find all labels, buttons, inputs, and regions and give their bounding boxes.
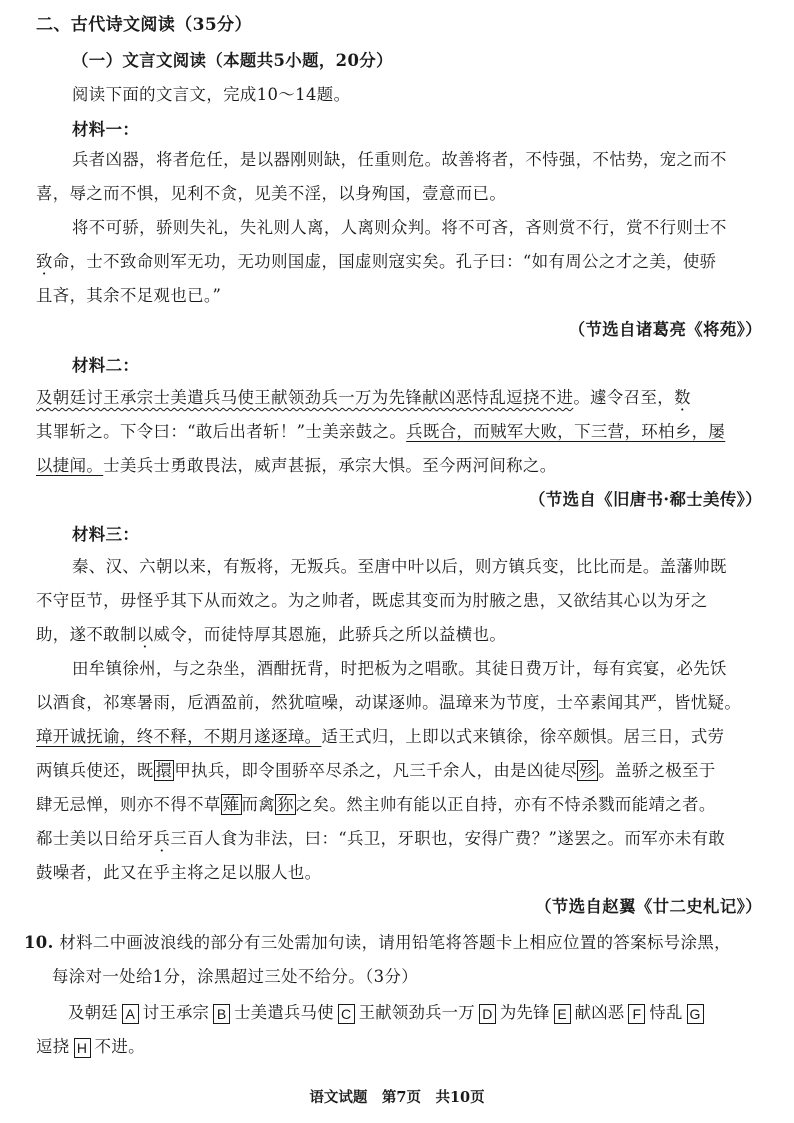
- text-run: 适王式归，上即以式来镇徐，徐卒颇惧。居三日，式劳: [321, 727, 725, 746]
- question-text: 材料二中画波浪线的部分有三处需加句读，请用铅笔将答题卡上相应位置的答案标号涂黑，: [59, 933, 731, 952]
- emphasis-char: 致: [36, 252, 53, 271]
- material-3-line: [36, 828, 725, 850]
- text-run: 两镇兵使还，既: [36, 761, 154, 780]
- boxed-char: 擐: [155, 761, 173, 780]
- underlined-passage: 璋开诚抚谕，终不释，不期月遂逐璋。: [36, 727, 322, 746]
- emphasis-char: 以: [136, 625, 154, 644]
- answer-options-line-1: [68, 1002, 708, 1024]
- emphasis-char: 数: [674, 388, 691, 407]
- material-3-line: 田牟镇徐州，与之杂坐，酒酣抚背，时把板为之唱歌。其徒日费万计，每有宾宴，必先饫: [72, 659, 727, 678]
- boxed-char: 殄: [579, 761, 597, 780]
- material-1-line: 且吝，其余不足观也已。”: [36, 286, 222, 305]
- question-number: 10.: [24, 933, 54, 952]
- material-1-line: 兵者凶器，将者危任，是以器刚则缺，任重则危。故善将者，不恃强，不怙势，宠之而不: [72, 150, 727, 169]
- segment-text: 献凶恶: [574, 1003, 625, 1022]
- answer-marker-f[interactable]: F: [628, 1004, 645, 1024]
- material-3-line: [36, 726, 724, 748]
- source-citation: （节选自赵翼《廿二史札记》）: [535, 897, 762, 916]
- text-run: 威令，而徒恃厚其恩施，此骄兵之所以益横也。: [153, 625, 507, 644]
- segment-text: 士美遣兵马使: [234, 1003, 334, 1022]
- section-heading: 二、古代诗文阅读（35分）: [36, 15, 252, 35]
- page-footer: 语文试题 第7页 共10页: [309, 1089, 485, 1106]
- material-3-label: 材料三：: [72, 525, 140, 544]
- segment-text: 王献领劲兵一万: [358, 1003, 475, 1022]
- material-3-line: 鼓噪者，此又在乎主将之足以服人也。: [36, 863, 322, 882]
- segment-text: 讨王承宗: [142, 1003, 210, 1022]
- text-run: 助，遂不敢制: [36, 625, 137, 644]
- text-run: 命，士不致命则军无功，无功则国虚，国虚则寇实矣。孔子曰：“如有周公之才之美，使骄: [52, 252, 717, 271]
- boxed-char: 狝: [277, 795, 294, 814]
- material-3-line: [36, 794, 716, 816]
- text-run: 而禽: [241, 795, 276, 814]
- material-3-line: 秦、汉、六朝以来，有叛将，无叛兵。至唐中叶以后，则方镇兵变，比比而是。盖藩帅既: [72, 557, 727, 576]
- segment-text: 及朝廷: [68, 1003, 118, 1022]
- answer-marker-e[interactable]: E: [554, 1004, 571, 1024]
- material-3-line: 以酒食，祁寒暑雨，卮酒盈前，然犹喧噪，动谋逐帅。温璋来为节度，士卒素闻其严，皆忧疑。: [36, 693, 742, 712]
- material-2-line: [36, 421, 725, 443]
- instruction: 阅读下面的文言文，完成10～14题。: [72, 85, 351, 104]
- segment-text: 逗挠: [36, 1037, 70, 1056]
- text-run: 。盖骄之极至于: [598, 761, 716, 780]
- text-run: 三百人食为非法，曰：“兵卫，牙职也，安得广费？”遂罢之。而军亦未有敢: [170, 829, 726, 848]
- text-run: 其罪斩之。下令曰：“敢后出者斩！”士美亲鼓之。: [36, 422, 407, 441]
- segment-text: 不进。: [94, 1037, 145, 1056]
- answer-options-line-2: [36, 1036, 145, 1058]
- underlined-passage: 以捷闻。: [36, 456, 104, 475]
- text-run: 甲执兵，即令围骄卒尽杀之，凡三千余人，由是凶徒尽: [174, 761, 578, 780]
- wavy-underlined-passage: 及朝廷讨王承宗士美遣兵马使王献领劲兵一万为先锋献凶恶恃乱逗挠不进: [36, 388, 574, 407]
- text-run: 肆无忌惮，则亦不得不草: [36, 795, 221, 814]
- sub-heading: （一）文言文阅读（本题共5小题，20分）: [72, 51, 393, 70]
- question-10-line: 每涂对一处给1分，涂黑超过三处不给分。（3分）: [52, 967, 419, 986]
- answer-marker-a[interactable]: A: [122, 1004, 139, 1024]
- answer-marker-h[interactable]: H: [74, 1038, 91, 1058]
- question-10-line: [24, 932, 731, 954]
- text-run: 士美兵士勇敢畏法，威声甚振，承宗大惧。至今两河间称之。: [103, 456, 557, 475]
- material-1-line: [36, 251, 716, 273]
- material-1-line: 喜，辱之而不惧，见利不贪，见美不淫，以身殉国，壹意而已。: [36, 184, 507, 203]
- segment-text: 为先锋: [499, 1003, 550, 1022]
- emphasis-char: 兵: [153, 829, 171, 848]
- answer-marker-c[interactable]: C: [338, 1004, 355, 1024]
- material-3-line: 不守臣节，毋怪乎其下从而效之。为之帅者，既虑其变而为肘腋之患，又欲结其心以为牙之: [36, 591, 708, 610]
- source-citation: （节选自《旧唐书·郗士美传》）: [529, 490, 762, 509]
- segment-text: 恃乱: [649, 1003, 683, 1022]
- boxed-char: 薙: [222, 795, 240, 814]
- material-2-line: [36, 455, 557, 477]
- material-2-line: [36, 387, 691, 409]
- material-3-line: [36, 760, 716, 782]
- text-run: 。遽令召至，: [573, 388, 675, 407]
- answer-marker-d[interactable]: D: [479, 1004, 496, 1024]
- source-citation: （节选自诸葛亮《将苑》）: [568, 320, 762, 339]
- text-run: 之矣。然主帅有能以正自持，亦有不恃杀戮而能靖之者。: [295, 795, 716, 814]
- text-run: 郗士美以日给牙: [36, 829, 154, 848]
- material-1-line: 将不可骄，骄则失礼，失礼则人离，人离则众判。将不可吝，吝则赏不行，赏不行则士不: [72, 218, 727, 237]
- material-1-label: 材料一：: [72, 120, 140, 139]
- underlined-passage: 兵既合，而贼军大败，下三营，环柏乡，屡: [406, 422, 726, 441]
- material-3-line: [36, 624, 506, 646]
- answer-marker-g[interactable]: G: [687, 1004, 704, 1024]
- material-2-label: 材料二：: [72, 356, 140, 375]
- answer-marker-b[interactable]: B: [213, 1004, 230, 1024]
